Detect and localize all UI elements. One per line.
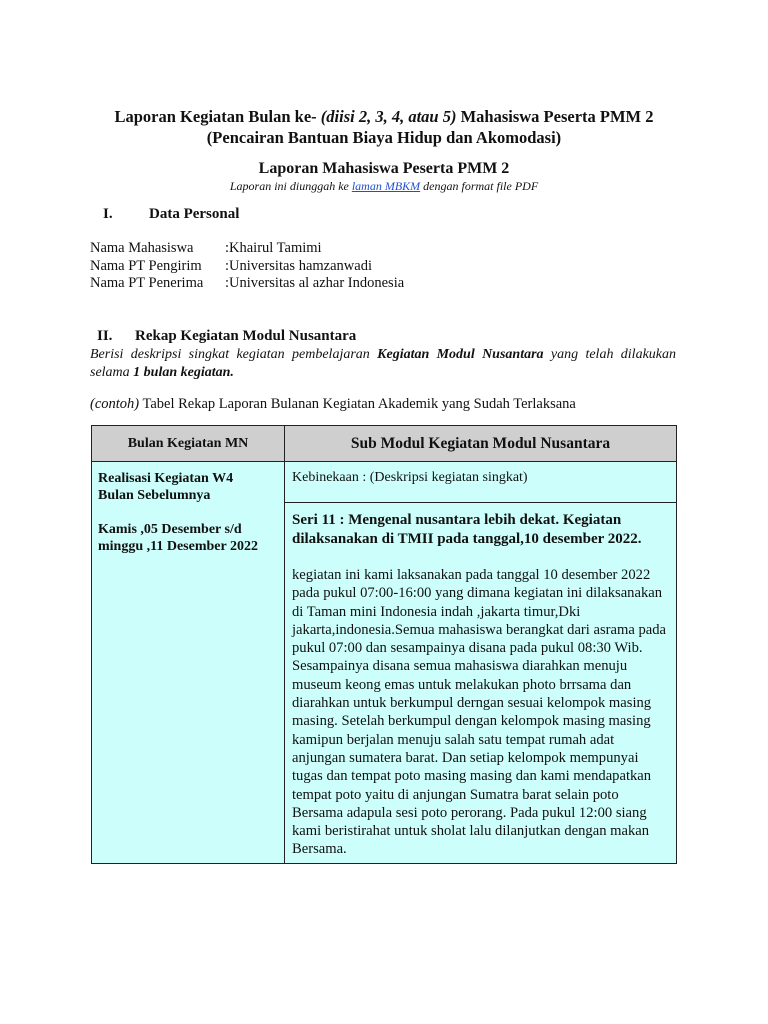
personal-data-list (90, 240, 404, 293)
table-header-row (92, 426, 677, 462)
title-italic-note: (diisi 2, 3, 4, atau 5) (320, 107, 457, 126)
bulan-kegiatan-cell: Realisasi Kegiatan W4 Bulan Sebelumnya Kamis ,05 Desember s/d minggu ,11 Desember 2022 (92, 462, 285, 864)
report-subtitle: Laporan Mahasiswa Peserta PMM 2 (258, 160, 510, 177)
field-row (90, 258, 404, 276)
title-line-2: (Pencairan Bantuan Biaya Hidup dan Akomodasi) (206, 128, 562, 147)
header-sub-modul: Sub Modul Kegiatan Modul Nusantara (285, 426, 677, 462)
section-data-personal-heading (103, 206, 239, 223)
field-label: Nama PT Pengirim (90, 257, 202, 274)
section-description: Berisi deskripsi singkat kegiatan pembelajaran Kegiatan Modul Nusantara yang telah dilakukan selama 1 bulan kegiatan. (90, 347, 676, 380)
page-title (40, 106, 728, 148)
table-row (92, 462, 677, 503)
upload-note: Laporan ini diunggah ke laman MBKM dengan format file PDF (229, 179, 539, 193)
field-value: :Universitas al azhar Indonesia (225, 275, 405, 291)
section-title: Data Personal (149, 206, 240, 222)
section-title: Rekap Kegiatan Modul Nusantara (135, 328, 357, 344)
table-caption: (contoh) Tabel Rekap Laporan Bulanan Kegiatan Akademik yang Sudah Terlaksana (90, 396, 576, 412)
kebinekaan-cell: Kebinekaan : (Deskripsi kegiatan singkat) (285, 462, 677, 503)
section-rekap-heading (97, 328, 356, 345)
seri-heading: Seri 11 : Mengenal nusantara lebih dekat. Kegiatan dilaksanakan di TMII pada tanggal,10 desember 2022. (292, 512, 642, 547)
section-number: I. (103, 206, 113, 222)
section-number: II. (97, 328, 113, 344)
header-bulan-kegiatan: Bulan Kegiatan MN (92, 426, 285, 462)
field-row (90, 240, 404, 258)
seri-body: kegiatan ini kami laksanakan pada tanggal 10 desember 2022 pada pukul 07:00-16:00 yang dimana kegiatan ini dilaksanakan di Taman mini Indonesia indah ,jakarta timur,Dki jakarta,indonesia.Semua mahasiswa berangkat dari asrama pada pukul 07:00 dan sesampainya disana pada pukul 08:30 Wib. Sesampainya disana semua mahasiswa diarahkan menuju museum keong emas untuk melakukan photo brrsama dan diarahkan untuk berkumpul derngan sesuai kelompok masing masing. Setelah berkumpul dengan kelompok masing masing kamipun berjalan menuju salah satu tempat rumah adat anjungan sumatera barat. Dan setiap kelompok mempunyai tugas dan tempat poto masing masing dan kami mendapatkan tempat poto yaitu di anjungan Sumatra barat selain poto Bersama adapula sesi poto perorang. Pada pukul 12:00 siang kami beristirahat untuk sholat lalu dilanjutkan dengan makan Bersama. (292, 567, 667, 858)
rekap-table (91, 425, 677, 864)
field-label: Nama Mahasiswa (90, 240, 194, 256)
field-label: Nama PT Penerima (90, 275, 204, 291)
field-value: :Universitas hamzanwadi (225, 257, 372, 274)
field-row (90, 275, 404, 293)
mbkm-link[interactable]: laman MBKM (351, 179, 421, 193)
field-value: :Khairul Tamimi (225, 240, 322, 256)
title-line-1: Laporan Kegiatan Bulan ke- (diisi 2, 3, 4, atau 5) Mahasiswa Peserta PMM 2 (114, 107, 654, 126)
activity-description-cell (285, 503, 677, 864)
